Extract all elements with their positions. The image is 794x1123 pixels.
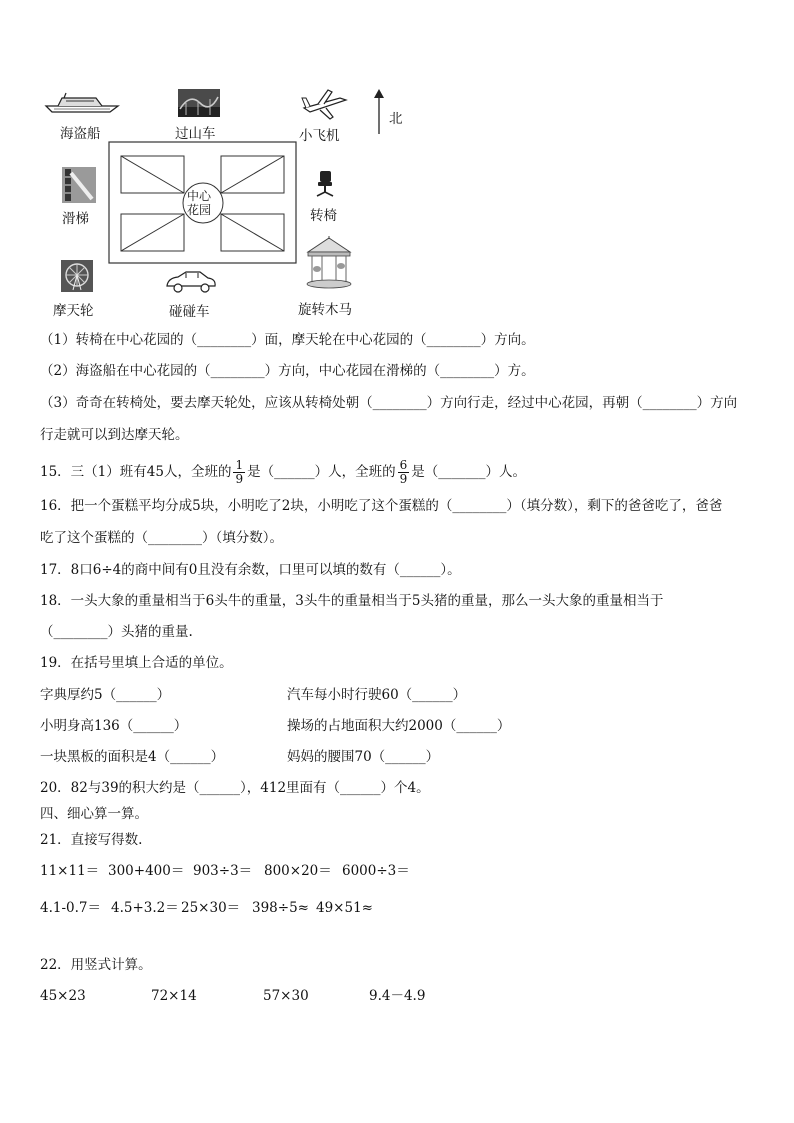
q21-row2-item: 49×51≈	[316, 900, 373, 916]
swivel-chair-image	[314, 170, 336, 198]
north-label: 北	[389, 111, 403, 127]
fraction-denominator: 9	[235, 471, 244, 486]
north-arrow-icon	[372, 88, 386, 136]
fraction-numerator: 1	[235, 457, 244, 472]
q21-row2-item: 4.1-0.7＝	[40, 900, 102, 916]
q17: 17．8口6÷4的商中间有0且没有余数，口里可以填的数有（______）。	[40, 562, 461, 578]
q14-part1: （1）转椅在中心花园的（________）面，摩天轮在中心花园的（________）方向。	[40, 332, 535, 348]
q22-item: 45×23	[40, 988, 86, 1004]
fraction-denominator: 9	[399, 471, 408, 486]
q15	[40, 455, 526, 489]
fraction-one-ninth	[233, 459, 245, 486]
ferris-wheel-label: 摩天轮	[53, 303, 94, 319]
q22-item: 57×30	[263, 988, 309, 1004]
q22-item: 72×14	[151, 988, 197, 1004]
q16-line1: 16．把一个蛋糕平均分成5块，小明吃了2块，小明吃了这个蛋糕的（________）（填分数），剩下的爸爸吃了，爸爸	[40, 498, 723, 514]
pirate-ship-image	[44, 92, 120, 114]
q18-line2: （________）头猪的重量.	[40, 624, 193, 640]
section-4-heading: 四、细心算一算。	[40, 806, 148, 822]
carousel-label: 旋转木马	[298, 302, 352, 318]
q19-title: 19．在括号里填上合适的单位。	[40, 655, 233, 671]
roller-coaster-label: 过山车	[175, 126, 216, 142]
q19-item: 汽车每小时行驶60（______）	[287, 687, 467, 703]
q14-part3-line2: 行走就可以到达摩天轮。	[40, 427, 189, 443]
q22-item: 9.4－4.9	[369, 988, 426, 1004]
q20: 20．82与39的积大约是（______），412里面有（______）个4。	[40, 780, 430, 796]
q14-part3-line1: （3）奇奇在转椅处，要去摩天轮处，应该从转椅处朝（________）方向行走，经过中心花园，再朝（________）方向	[40, 395, 738, 411]
q21-row1-item: 800×20＝	[264, 863, 332, 879]
slide-image	[62, 167, 96, 203]
q21-row2-item: 25×30＝	[181, 900, 241, 916]
fraction-six-ninths	[398, 459, 410, 486]
slide-label: 滑梯	[62, 211, 89, 227]
roller-coaster-image	[178, 89, 220, 117]
bumper-car-image	[164, 270, 218, 296]
q19-item: 字典厚约5（______）	[40, 687, 171, 703]
pirate-ship-label: 海盗船	[60, 126, 101, 142]
q19-item: 一块黑板的面积是4（______）	[40, 749, 225, 765]
bumper-car-label: 碰碰车	[169, 304, 210, 320]
q19-item: 操场的占地面积大约2000（______）	[287, 718, 511, 734]
center-label-line1: 中心	[187, 189, 212, 203]
q21-row1-item: 11×11＝	[40, 863, 100, 879]
q21-row1-item: 300+400＝	[108, 863, 185, 879]
q21-row1-item: 903÷3＝	[193, 863, 253, 879]
q14-part2: （2）海盗船在中心花园的（________）方向，中心花园在滑梯的（________）方。	[40, 363, 535, 379]
fraction-numerator: 6	[399, 457, 408, 472]
q21-row2-item: 398÷5≈	[252, 900, 309, 916]
q15-text-2: 是（______）人，全班的	[247, 464, 396, 480]
swivel-chair-label: 转椅	[310, 208, 337, 224]
q21-row2-item: 4.5+3.2＝	[111, 900, 179, 916]
center-label-line2: 花园	[187, 203, 212, 217]
q19-item: 小明身高136（______）	[40, 718, 188, 734]
q21-row1-item: 6000÷3＝	[342, 863, 410, 879]
small-plane-label: 小飞机	[299, 128, 340, 144]
carousel-image	[304, 236, 354, 292]
q15-text-1: 15．三（1）班有45人，全班的	[40, 464, 232, 480]
q16-line2: 吃了这个蛋糕的（________）（填分数）。	[40, 530, 283, 546]
ferris-wheel-image	[61, 260, 93, 292]
q22-title: 22．用竖式计算。	[40, 957, 152, 973]
q15-text-3: 是（_______）人。	[411, 464, 526, 480]
q18-line1: 18．一头大象的重量相当于6头牛的重量，3头牛的重量相当于5头猪的重量，那么一头大象的重量相当于	[40, 593, 664, 609]
small-plane-image	[300, 86, 350, 122]
q21-title: 21．直接写得数.	[40, 832, 143, 848]
q19-item: 妈妈的腰围70（______）	[287, 749, 440, 765]
